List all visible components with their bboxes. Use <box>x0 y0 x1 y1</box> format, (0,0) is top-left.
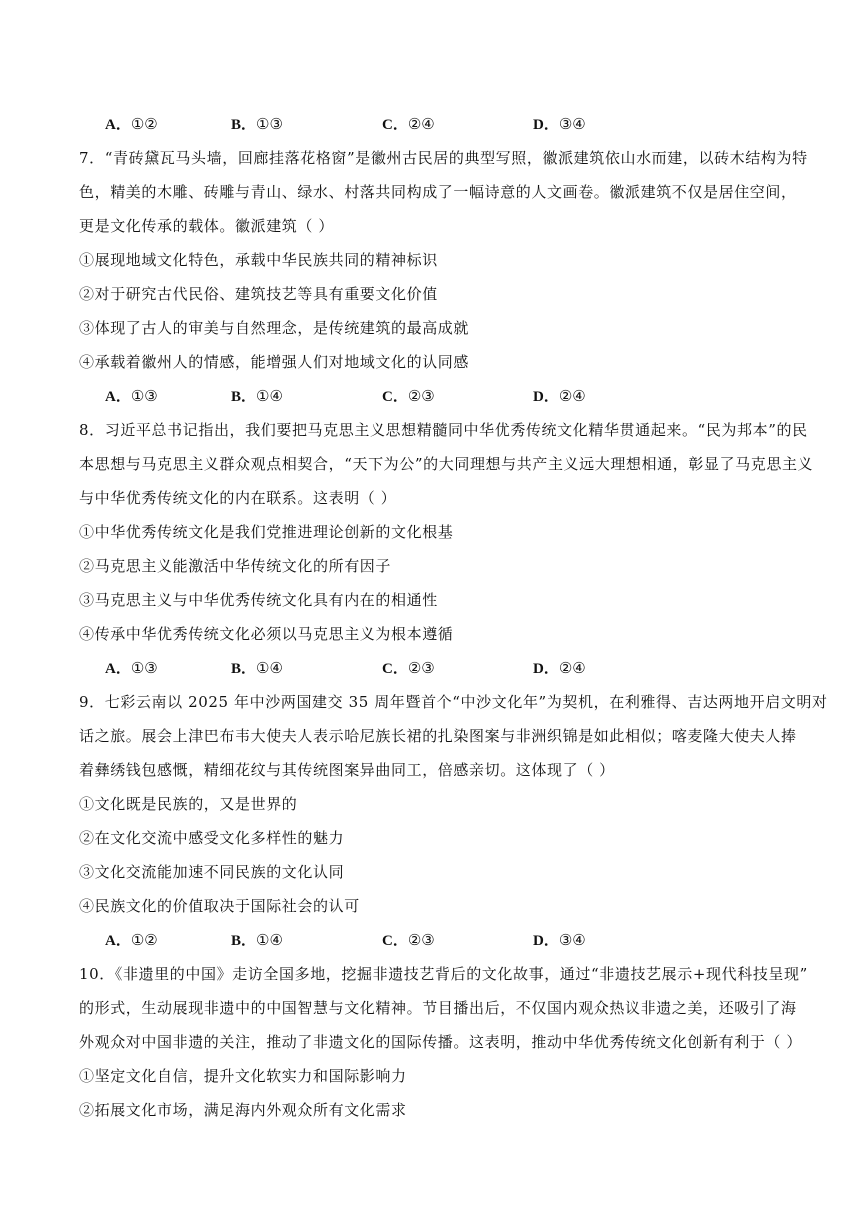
q9-stem-line-3: 着彝绣钱包感慨，精细花纹与其传统图案异曲同工，倍感亲切。这体现了（ ） <box>79 761 615 779</box>
q8-stem-line-2: 本思想与马克思主义群众观点相契合，“天下为公”的大同理想与共产主义远大理想相通，彰显了马克思主义 <box>79 455 814 473</box>
q7-stem-line-3: 更是文化传承的载体。徽派建筑（ ） <box>79 217 334 235</box>
q8-statement-2: ②马克思主义能激活中华传统文化的所有因子 <box>79 557 392 575</box>
q9-statement-2: ②在文化交流中感受文化多样性的魅力 <box>79 829 345 847</box>
q6-option-a[interactable]: A．①② <box>105 115 158 133</box>
q6-option-d[interactable]: D．③④ <box>533 115 586 133</box>
q8-option-d[interactable]: D．②④ <box>533 659 586 677</box>
q7-stem-line-1: 7．“青砖黛瓦马头墙，回廊挂落花格窗”是徽州古民居的典型写照，徽派建筑依山水而建，以砖木结构为特 <box>79 149 808 167</box>
q7-stem-line-2: 色，精美的木雕、砖雕与青山、绿水、村落共同构成了一幅诗意的人文画卷。徽派建筑不仅是居住空间， <box>79 183 797 201</box>
q8-statement-4: ④传承中华优秀传统文化必须以马克思主义为根本遵循 <box>79 625 454 643</box>
q10-stem-line-1: 10．《非遗里的中国》走访全国多地，挖掘非遗技艺背后的文化故事，通过“非遗技艺展示+现代科技呈现” <box>79 965 808 983</box>
q6-option-b[interactable]: B．①③ <box>231 115 283 133</box>
q7-statement-4: ④承载着徽州人的情感，能增强人们对地域文化的认同感 <box>79 353 470 371</box>
q10-statement-2: ②拓展文化市场，满足海内外观众所有文化需求 <box>79 1101 407 1119</box>
q10-stem-line-3: 外观众对中国非遗的关注，推动了非遗文化的国际传播。这表明，推动中华优秀传统文化创新有利于（ ） <box>79 1033 802 1051</box>
q8-stem-line-1: 8．习近平总书记指出，我们要把马克思主义思想精髓同中华优秀传统文化精华贯通起来。“民为邦本”的民 <box>79 421 808 439</box>
q9-statement-4: ④民族文化的价值取决于国际社会的认可 <box>79 897 360 915</box>
q9-option-b[interactable]: B．①④ <box>231 931 283 949</box>
q6-options <box>105 114 705 134</box>
q9-statement-3: ③文化交流能加速不同民族的文化认同 <box>79 863 345 881</box>
q8-options <box>105 658 705 678</box>
q7-statement-3: ③体现了古人的审美与自然理念，是传统建筑的最高成就 <box>79 319 470 337</box>
q9-statement-1: ①文化既是民族的，又是世界的 <box>79 795 298 813</box>
q8-option-c[interactable]: C．②③ <box>382 659 435 677</box>
q7-option-d[interactable]: D．②④ <box>533 387 586 405</box>
q9-option-c[interactable]: C．②③ <box>382 931 435 949</box>
q9-stem-line-1: 9．七彩云南以 2025 年中沙两国建交 35 周年暨首个“中沙文化年”为契机，在利雅得、吉达两地开启文明对 <box>79 693 828 711</box>
q7-options <box>105 386 705 406</box>
q9-option-d[interactable]: D．③④ <box>533 931 586 949</box>
q9-stem-line-2: 话之旅。展会上津巴布韦大使夫人表示哈尼族长裙的扎染图案与非洲织锦是如此相似；喀麦隆大使夫人捧 <box>79 727 797 745</box>
q8-option-a[interactable]: A．①③ <box>105 659 158 677</box>
q9-options <box>105 930 705 950</box>
q8-statement-3: ③马克思主义与中华优秀传统文化具有内在的相通性 <box>79 591 438 609</box>
q10-stem-line-2: 的形式，生动展现非遗中的中国智慧与文化精神。节目播出后，不仅国内观众热议非遗之美，还吸引了海 <box>79 999 797 1017</box>
q8-option-b[interactable]: B．①④ <box>231 659 283 677</box>
q8-stem-line-3: 与中华优秀传统文化的内在联系。这表明（ ） <box>79 489 397 507</box>
q9-option-a[interactable]: A．①② <box>105 931 158 949</box>
q7-option-a[interactable]: A．①③ <box>105 387 158 405</box>
q7-option-b[interactable]: B．①④ <box>231 387 283 405</box>
q7-option-c[interactable]: C．②③ <box>382 387 435 405</box>
q8-statement-1: ①中华优秀传统文化是我们党推进理论创新的文化根基 <box>79 523 454 541</box>
q6-option-c[interactable]: C．②④ <box>382 115 435 133</box>
q10-statement-1: ①坚定文化自信，提升文化软实力和国际影响力 <box>79 1067 407 1085</box>
q7-statement-1: ①展现地域文化特色，承载中华民族共同的精神标识 <box>79 251 438 269</box>
q7-statement-2: ②对于研究古代民俗、建筑技艺等具有重要文化价值 <box>79 285 438 303</box>
